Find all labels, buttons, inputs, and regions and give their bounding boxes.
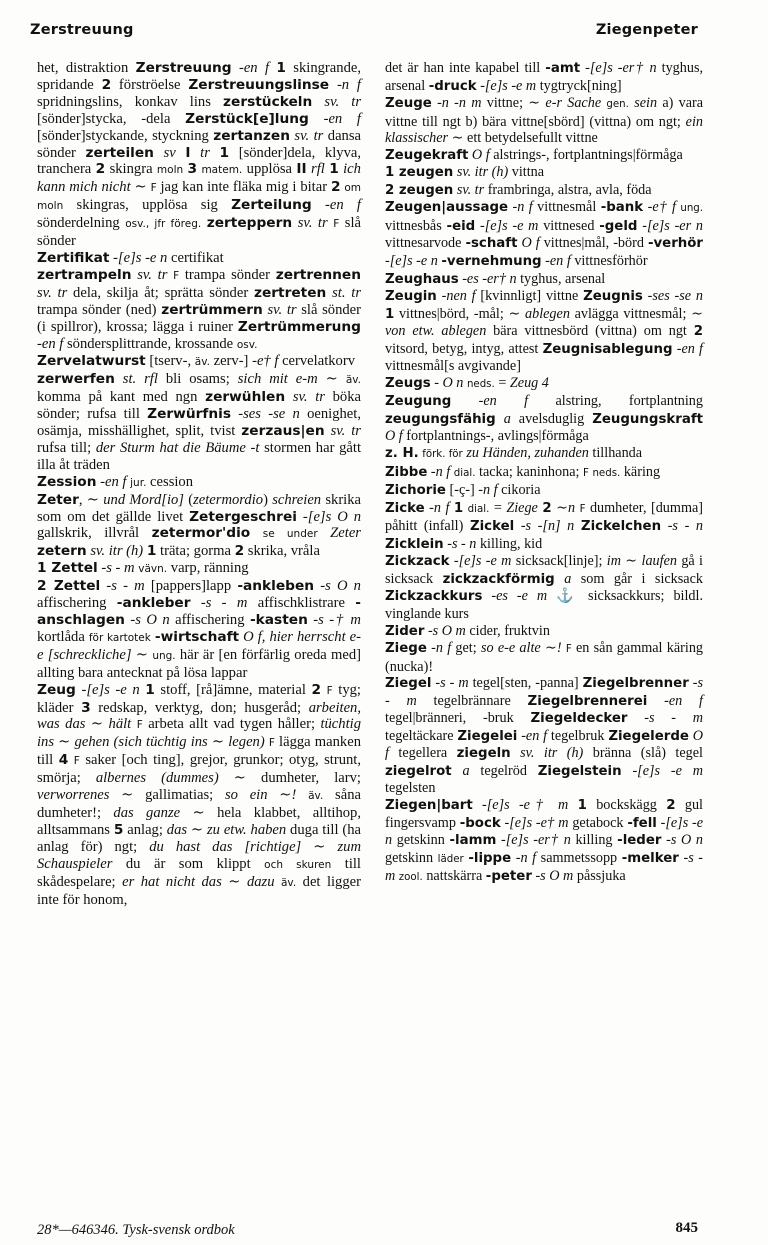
- entry-text: Zicke -n f 1 dial. = Ziege 2 ∼n F dumheter, [dumma] påhitt (infall) Zickel -s -[n] n Zickelchen -s - n Zicklein -s - n killing, kid: [385, 499, 704, 552]
- entry-text: Zichorie [-ç-] -n f cikoria: [385, 482, 541, 499]
- entry-text: Zeughaus -es -er† n tyghus, arsenal: [385, 270, 606, 287]
- entry-text: Zeugekraft O f alstrings-, fortplantnings|förmåga: [385, 146, 683, 163]
- entry-text: Zeugen|aussage -n f vittnesmål -bank -e† f ung. vittnesbås -eid -[e]s -e m vittnesed -geld -[e]s -er n vittnesarvode -schaft O f vittnes|mål, -börd -verhör -[e]s -e n -vernehmung -en f vittnesförhör: [385, 199, 704, 270]
- entry-text: Zeugs - O n neds. = Zeug 4: [385, 374, 549, 391]
- page-footer-signature: 28*—646346. Tysk-svensk ordbok: [37, 1222, 235, 1238]
- entry-text: Zeugin -nen f [kvinnligt] vittne Zeugnis -ses -se n 1 vittnes|börd, -mål; ∼ ablegen avlägga vittnesmål; ∼ von etw. ablegen bära vittnesbörd (vittna) om ngt 2 vitsord, betyg, intyg, attest Zeugnisablegung -en f vittnesmål[s avgivande]: [385, 288, 704, 375]
- running-head-right: Ziegenpeter: [595, 22, 698, 38]
- right-column: [385, 60, 703, 887]
- entry-text: Zervelatwurst [tserv-, äv. zerv-] -e† f cervelatkorv: [37, 353, 355, 370]
- page-number: 845: [675, 1220, 698, 1236]
- entry-text: 2 zeugen sv. tr frambringa, alstra, avla, föda: [385, 181, 652, 198]
- entry-text: Zibbe -n f dial. tacka; kaninhona; F neds. käring: [385, 463, 661, 480]
- running-head-left: Zerstreuung: [30, 22, 134, 38]
- entry-text: Ziegel -s - m tegel[sten, -panna] Ziegelbrenner -s - m tegelbrännare Ziegelbrennerei -en f tegel|bränneri, -bruk Ziegeldecker -s - m tegeltäckare Ziegelei -en f tegelbruk Ziegelerde O f tegellera ziegeln sv. itr (h) bränna (slå) tegel ziegelrot a tegelröd Ziegelstein -[e]s -e m tegelsten: [385, 675, 704, 797]
- entry-text: zerwerfen st. rfl bli osams; sich mit e-m ∼ äv. komma på kant med ngn zerwühlen sv. tr böka sönder; rufsa till Zerwürfnis -ses -se n oenighet, osämja, misshällighet, split, tvist zerzaus|en sv. tr rufsa till; der Sturm hat die Bäume -t stormen har gått illa åt träden: [37, 371, 362, 473]
- entry-text: Zider -s O m cider, fruktvin: [385, 622, 550, 639]
- entry-text: det är han inte kapabel till -amt -[e]s -er† n tyghus, arsenal -druck -[e]s -e m tygtryck[ning]: [385, 60, 704, 94]
- entry-text: z. H. förk. för zu Händen, zuhanden tillhanda: [385, 445, 643, 462]
- entry-text: zertrampeln sv. tr F trampa sönder zertrennen sv. tr dela, skilja åt; sprätta sönder zertreten st. tr trampa sönder (ned) zertrümmern sv. tr slå sönder (i spillror), krossa; lägga i ruiner Zertrümmerung -en f söndersplittrande, krossande osv.: [37, 266, 362, 352]
- entry-text: Ziege -n f get; so e-e alte ∼! F en sån gammal käring (nucka)!: [385, 640, 704, 675]
- entry-text: Zession -en f jur. cession: [37, 473, 194, 490]
- left-column: [37, 60, 361, 908]
- entry-text: Zeuge -n -n m vittne; ∼ e-r Sache gen. sein a) vara vittne till ngt b) bära vittne[sbörd] (vittna) om ngt; ein klassischer ∼ ett betydelsefullt vittne: [385, 95, 704, 147]
- entry-text: het, distraktion Zerstreuung -en f 1 skingrande, spridande 2 förströelse Zerstreuungslinse -n f spridningslins, konkav lins zerstückeln sv. tr [sönder]stycka, -dela Zerstück[e]lung -en f [sönder]styckande, styckning zertanzen sv. tr dansa sönder zerteilen sv I tr 1 [sönder]dela, klyva, tranchera 2 skingra moln 3 matem. upplösa II rfl 1 ich kann mich nicht ∼ F jag kan inte fläka mig i bitar 2 om moln skingras, upplösa sig Zerteilung -en f sönderdelning osv., jfr föreg. zerteppern sv. tr F slå sönder: [37, 60, 362, 250]
- entry-text: Zeter, ∼ und Mord[io] (zetermordio) schreien skrika som om det gällde livet Zetergeschrei -[e]s O n gallskrik, illvrål zetermor'dio se under Zeter zetern sv. itr (h) 1 träta; gorma 2 skrika, vråla: [37, 491, 362, 560]
- entry-text: Ziegen|bart -[e]s -e† m 1 bockskägg 2 gul fingersvamp -bock -[e]s -e† m getabock -fell -[e]s -e n getskinn -lamm -[e]s -er† n killing -leder -s O n getskinn läder -lippe -n f sammetssopp -melker -s - m zool. nattskärra -peter -s O m påssjuka: [385, 796, 704, 885]
- entry-text: 1 Zettel -s - m vävn. varp, ränning: [37, 560, 249, 577]
- entry-text: Zertifikat -[e]s -e n certifikat: [37, 249, 224, 266]
- entry-text: Zeug -[e]s -e n 1 stoff, [rå]ämne, material 2 F tyg; kläder 3 redskap, verktyg, don; husgeråd; arbeiten, was das ∼ hält F arbeta allt vad tygen håller; tüchtig ins ∼ gehen (sich tüchtig ins ∼ legen) F lägga manken till 4 F saker [och ting], grejor, grunkor; otyg, strunt, smörja; albernes (dummes) ∼ dumheter, larv; verworrenes ∼ gallimatias; so ein ∼! äv. såna dumheter!; das ganze ∼ hela klabbet, alltihop, alltsammans 5 anlag; das ∼ zu etw. haben duga till (ha anlag för) ngt; du hast das [richtige] ∼ zum Schauspieler du är som klippt och skuren till skådespelare; er hat nicht das ∼ dazu äv. det ligger inte för honom,: [37, 681, 361, 908]
- entry-text: 2 Zettel -s - m [pappers]lapp -ankleben -s O n affischering -ankleber -s - m affischklistrare -anschlagen -s O n affischering -kasten -s -† m kortlåda för kartotek -wirtschaft O f, hier herrscht e-e [schreckliche] ∼ ung. här är [en förfärlig oreda med] allting bara antecknat på lösa lappar: [37, 578, 361, 681]
- entry-text: 1 zeugen sv. itr (h) vittna: [385, 164, 545, 181]
- entry-text: Zickzack -[e]s -e m sicksack[linje]; im ∼ laufen gå i sicksack zickzackförmig a som går i sicksack Zickzackkurs -es -e m ⚓ sicksackkurs; bildl. vinglande kurs: [385, 553, 704, 622]
- entry-text: Zeugung -en f alstring, fortplantning zeugungsfähig a avelsduglig Zeugungskraft O f fortplantnings-, avlings|förmåga: [385, 393, 703, 445]
